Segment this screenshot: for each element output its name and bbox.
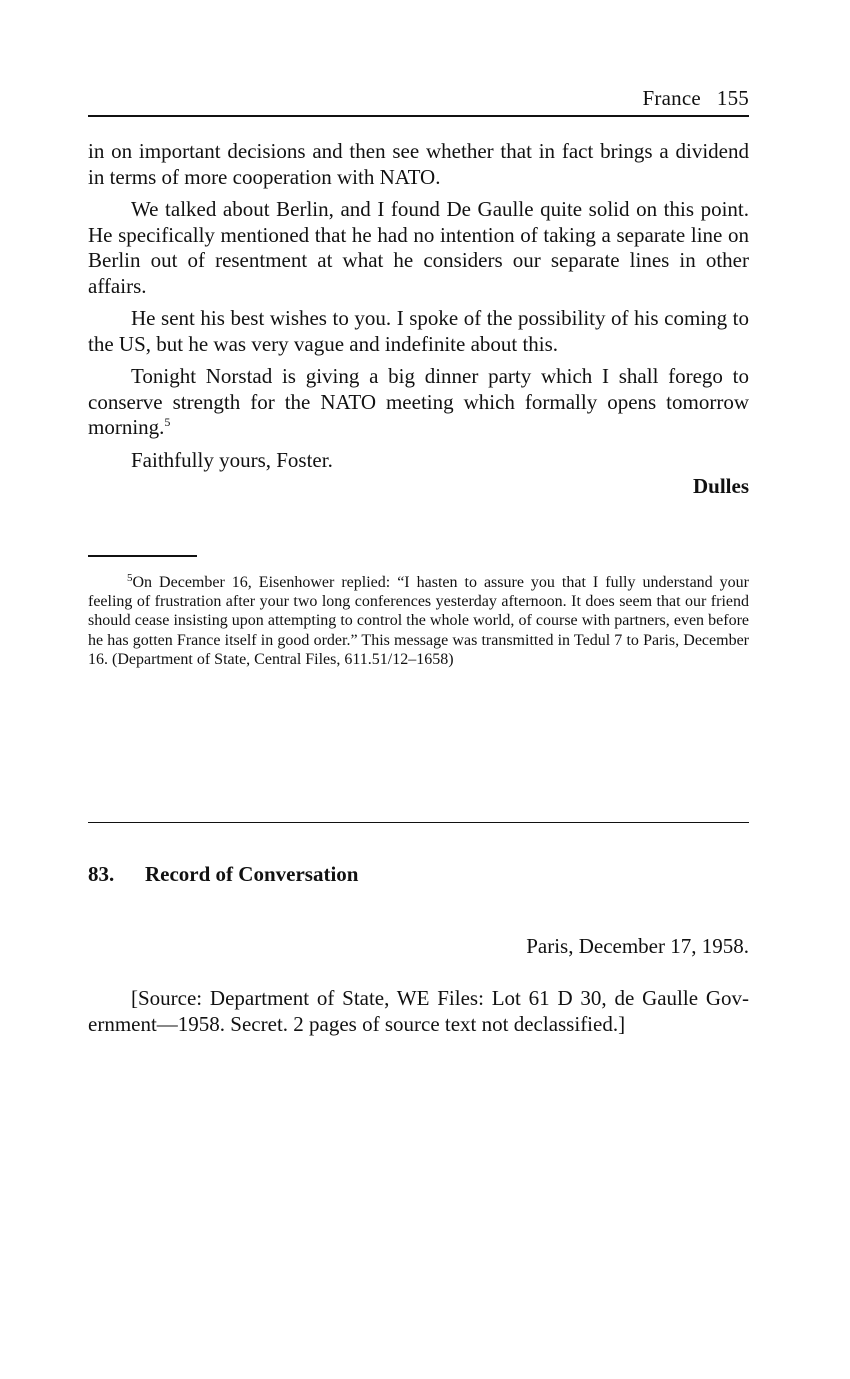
body-paragraph — [88, 364, 749, 441]
footnote-reference[interactable]: 5 — [164, 415, 171, 429]
body-paragraph: in on important decisions and then see whether that in fact brings a dividend in terms of more cooperation with NATO. — [88, 139, 749, 189]
footnote-rule — [88, 555, 197, 557]
document-title: Record of Conversation — [145, 862, 359, 886]
signature: Dulles — [692, 474, 749, 498]
body-paragraph: He sent his best wishes to you. I spoke of the possibility of his coming to the US, but he was very vague and indefinite about this. — [88, 306, 749, 356]
body-paragraph: We talked about Berlin, and I found De Gaulle quite solid on this point. He specifically mentioned that he had no intention of taking a separate line on Berlin out of resentment at what he considers our separate lines in other affairs. — [88, 197, 749, 298]
page-number: 155 — [716, 86, 749, 110]
document-number: 83. — [88, 862, 115, 886]
dateline: Paris, December 17, 1958. — [526, 934, 749, 958]
closing-line: Faithfully yours, Foster. — [131, 447, 333, 472]
running-head-section: France — [642, 86, 701, 110]
footnote-marker: 5 — [127, 572, 133, 584]
footnote-text: On December 16, Eisenhower replied: “I hasten to assure you that I fully understand your feeling of frustration after your two long conferences yesterday afternoon. It does seem that our friend should cease insisting upon attempting to control the whole world, of course with partners, even before he has gotten France itself in good order.” This message was transmitted in Tedul 7 to Paris, December 16. (Department of State, Central Files, 611.51/12–1658) — [88, 574, 749, 668]
footnote — [88, 573, 749, 669]
running-head — [643, 86, 749, 111]
source-note: [Source: Department of State, WE Files: Lot 61 D 30, de Gaulle Government—1958. Secret. 2 pages of source text not declassified.] — [88, 986, 749, 1036]
letter-body — [88, 139, 749, 480]
document-heading — [88, 862, 358, 887]
header-rule — [88, 115, 749, 117]
section-divider — [88, 822, 749, 823]
body-paragraph-text: Tonight Norstad is giving a big dinner party which I shall forego to conserve strength for the NATO meeting which formally opens tomorrow morning. — [88, 364, 749, 439]
